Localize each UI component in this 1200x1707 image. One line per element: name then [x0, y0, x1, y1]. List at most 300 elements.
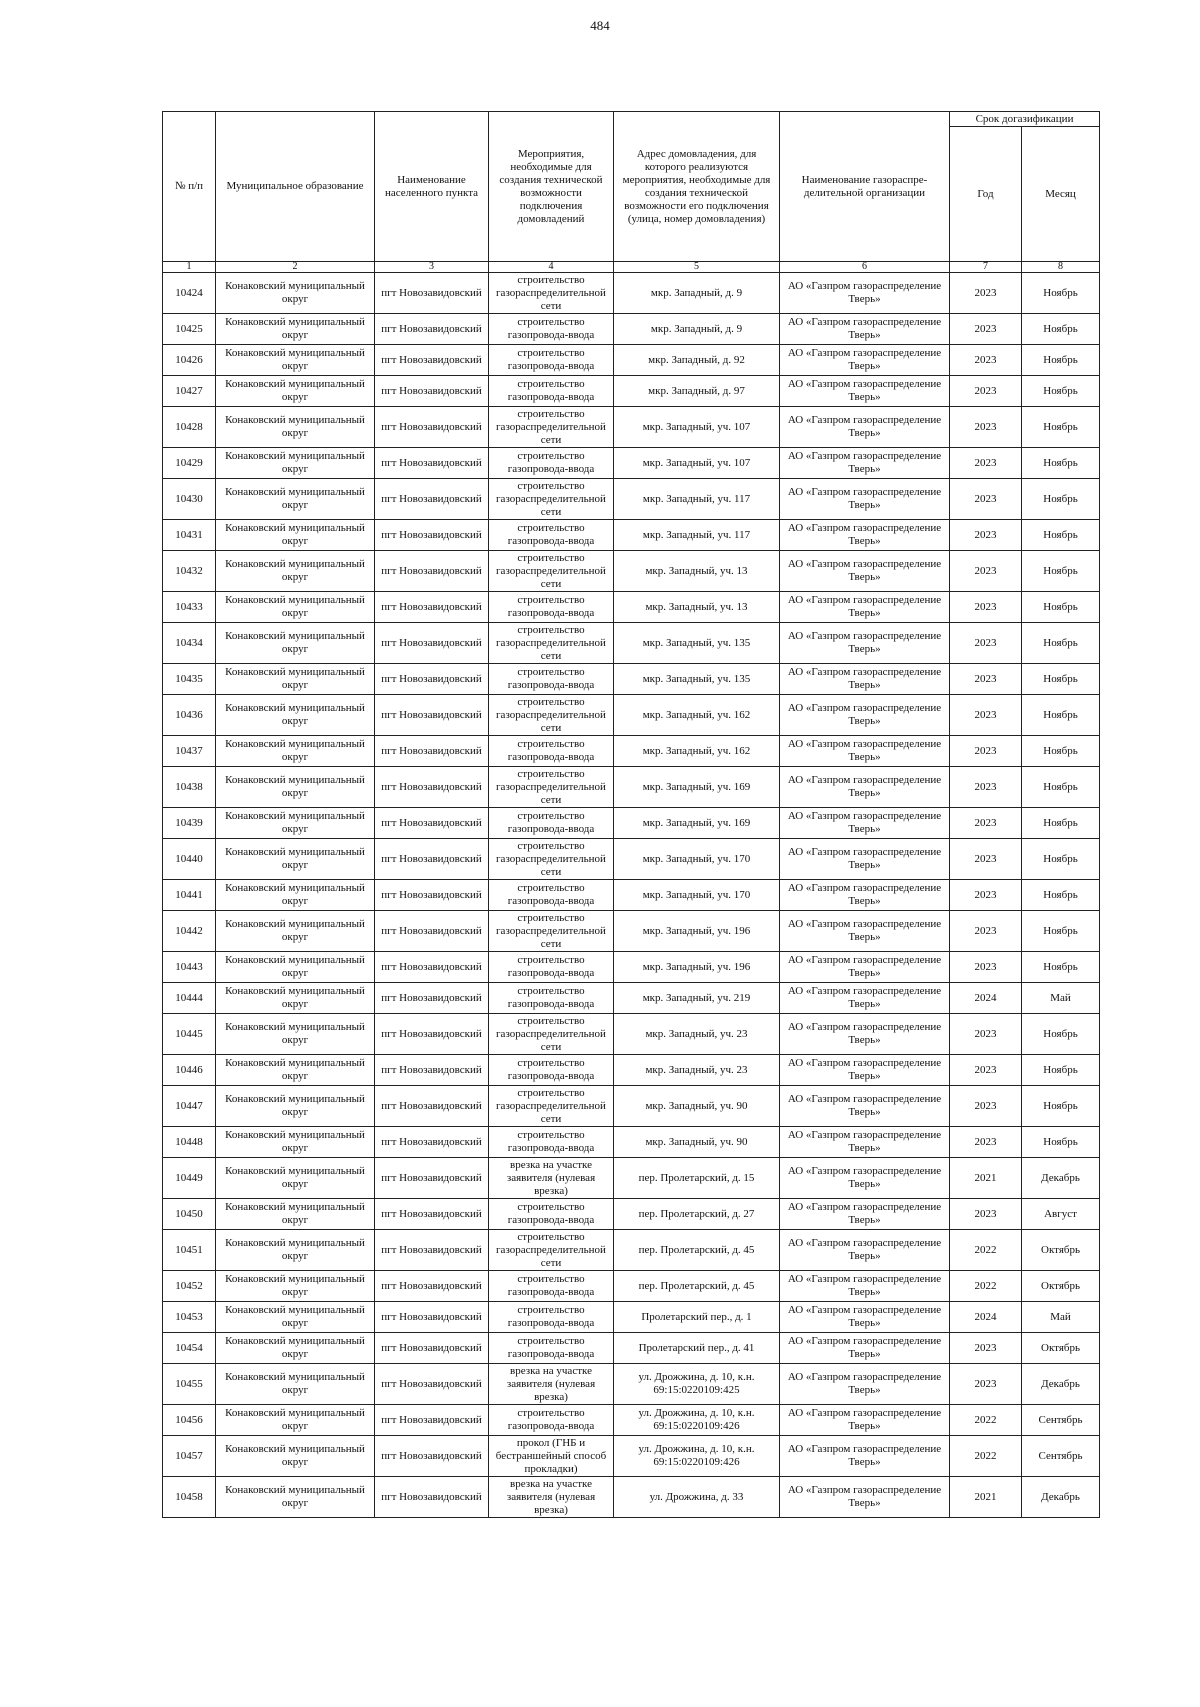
- column-number-row: [163, 262, 1100, 273]
- municipality-cell: Конаковский муниципальный округ: [216, 1436, 375, 1477]
- month-cell: Ноябрь: [1022, 592, 1100, 623]
- settlement-cell: пгт Новозавидовский: [375, 1158, 489, 1199]
- measures-cell: строительство газопровода-ввода: [489, 952, 614, 983]
- month-cell: Октябрь: [1022, 1333, 1100, 1364]
- settlement-cell: пгт Новозавидовский: [375, 767, 489, 808]
- table-row: [163, 1230, 1100, 1271]
- year-cell: 2023: [950, 1364, 1022, 1405]
- month-cell: Ноябрь: [1022, 767, 1100, 808]
- month-cell: Ноябрь: [1022, 273, 1100, 314]
- month-cell: Ноябрь: [1022, 952, 1100, 983]
- year-cell: 2021: [950, 1477, 1022, 1518]
- year-cell: 2023: [950, 1127, 1022, 1158]
- municipality-cell: Конаковский муниципальный округ: [216, 551, 375, 592]
- measures-cell: строительство газопровода-ввода: [489, 1055, 614, 1086]
- municipality-cell: Конаковский муниципальный округ: [216, 1477, 375, 1518]
- month-cell: Ноябрь: [1022, 808, 1100, 839]
- month-cell: Октябрь: [1022, 1230, 1100, 1271]
- month-cell: Ноябрь: [1022, 314, 1100, 345]
- header-term-group: Срок догазификации: [950, 112, 1100, 127]
- address-cell: пер. Пролетарский, д. 15: [614, 1158, 780, 1199]
- address-cell: мкр. Западный, уч. 117: [614, 479, 780, 520]
- address-cell: мкр. Западный, д. 9: [614, 273, 780, 314]
- month-cell: Ноябрь: [1022, 736, 1100, 767]
- row-number: 10455: [163, 1364, 216, 1405]
- address-cell: мкр. Западный, уч. 23: [614, 1014, 780, 1055]
- table-row: [163, 952, 1100, 983]
- settlement-cell: пгт Новозавидовский: [375, 273, 489, 314]
- month-cell: Август: [1022, 1199, 1100, 1230]
- address-cell: Пролетарский пер., д. 41: [614, 1333, 780, 1364]
- settlement-cell: пгт Новозавидовский: [375, 1405, 489, 1436]
- municipality-cell: Конаковский муниципальный округ: [216, 314, 375, 345]
- row-number: 10424: [163, 273, 216, 314]
- municipality-cell: Конаковский муниципальный округ: [216, 911, 375, 952]
- measures-cell: прокол (ГНБ и бестраншейный способ прокладки): [489, 1436, 614, 1477]
- gdo-cell: АО «Газпром газораспределение Тверь»: [780, 592, 950, 623]
- table-row: [163, 314, 1100, 345]
- measures-cell: строительство газопровода-ввода: [489, 1199, 614, 1230]
- month-cell: Октябрь: [1022, 1271, 1100, 1302]
- table-row: [163, 767, 1100, 808]
- row-number: 10439: [163, 808, 216, 839]
- settlement-cell: пгт Новозавидовский: [375, 1271, 489, 1302]
- table-row: [163, 520, 1100, 551]
- address-cell: мкр. Западный, уч. 170: [614, 839, 780, 880]
- municipality-cell: Конаковский муниципальный округ: [216, 1127, 375, 1158]
- month-cell: Ноябрь: [1022, 911, 1100, 952]
- municipality-cell: Конаковский муниципальный округ: [216, 1302, 375, 1333]
- gdo-cell: АО «Газпром газораспределение Тверь»: [780, 1199, 950, 1230]
- gdo-cell: АО «Газпром газораспределение Тверь»: [780, 623, 950, 664]
- gdo-cell: АО «Газпром газораспределение Тверь»: [780, 520, 950, 551]
- row-number: 10436: [163, 695, 216, 736]
- municipality-cell: Конаковский муниципальный округ: [216, 695, 375, 736]
- settlement-cell: пгт Новозавидовский: [375, 314, 489, 345]
- settlement-cell: пгт Новозавидовский: [375, 376, 489, 407]
- gdo-cell: АО «Газпром газораспределение Тверь»: [780, 952, 950, 983]
- address-cell: мкр. Западный, уч. 23: [614, 1055, 780, 1086]
- municipality-cell: Конаковский муниципальный округ: [216, 983, 375, 1014]
- year-cell: 2023: [950, 808, 1022, 839]
- row-number: 10442: [163, 911, 216, 952]
- municipality-cell: Конаковский муниципальный округ: [216, 407, 375, 448]
- gdo-cell: АО «Газпром газораспределение Тверь»: [780, 273, 950, 314]
- municipality-cell: Конаковский муниципальный округ: [216, 1055, 375, 1086]
- settlement-cell: пгт Новозавидовский: [375, 448, 489, 479]
- municipality-cell: Конаковский муниципальный округ: [216, 767, 375, 808]
- gdo-cell: АО «Газпром газораспределение Тверь»: [780, 1364, 950, 1405]
- address-cell: мкр. Западный, уч. 107: [614, 407, 780, 448]
- month-cell: Ноябрь: [1022, 479, 1100, 520]
- row-number: 10444: [163, 983, 216, 1014]
- table-row: [163, 839, 1100, 880]
- year-cell: 2021: [950, 1158, 1022, 1199]
- month-cell: Май: [1022, 983, 1100, 1014]
- year-cell: 2024: [950, 983, 1022, 1014]
- settlement-cell: пгт Новозавидовский: [375, 551, 489, 592]
- year-cell: 2023: [950, 1014, 1022, 1055]
- year-cell: 2023: [950, 911, 1022, 952]
- year-cell: 2023: [950, 952, 1022, 983]
- settlement-cell: пгт Новозавидовский: [375, 808, 489, 839]
- table-row: [163, 1055, 1100, 1086]
- settlement-cell: пгт Новозавидовский: [375, 1199, 489, 1230]
- gdo-cell: АО «Газпром газораспределение Тверь»: [780, 839, 950, 880]
- table-row: [163, 1477, 1100, 1518]
- month-cell: Ноябрь: [1022, 1086, 1100, 1127]
- row-number: 10438: [163, 767, 216, 808]
- measures-cell: строительство газопровода-ввода: [489, 345, 614, 376]
- row-number: 10426: [163, 345, 216, 376]
- month-cell: Ноябрь: [1022, 1014, 1100, 1055]
- address-cell: мкр. Западный, уч. 90: [614, 1086, 780, 1127]
- settlement-cell: пгт Новозавидовский: [375, 1302, 489, 1333]
- row-number: 10433: [163, 592, 216, 623]
- settlement-cell: пгт Новозавидовский: [375, 983, 489, 1014]
- row-number: 10451: [163, 1230, 216, 1271]
- gdo-cell: АО «Газпром газораспределение Тверь»: [780, 1405, 950, 1436]
- row-number: 10457: [163, 1436, 216, 1477]
- settlement-cell: пгт Новозавидовский: [375, 736, 489, 767]
- header-month: Месяц: [1022, 127, 1100, 262]
- row-number: 10448: [163, 1127, 216, 1158]
- month-cell: Ноябрь: [1022, 623, 1100, 664]
- measures-cell: строительство газопровода-ввода: [489, 1127, 614, 1158]
- address-cell: мкр. Западный, д. 97: [614, 376, 780, 407]
- table-row: [163, 1199, 1100, 1230]
- measures-cell: строительство газопровода-ввода: [489, 983, 614, 1014]
- gdo-cell: АО «Газпром газораспределение Тверь»: [780, 1477, 950, 1518]
- month-cell: Сентябрь: [1022, 1436, 1100, 1477]
- municipality-cell: Конаковский муниципальный округ: [216, 664, 375, 695]
- header-gdo: Наименование газораспре-делительной организации: [780, 112, 950, 262]
- month-cell: Ноябрь: [1022, 880, 1100, 911]
- month-cell: Декабрь: [1022, 1158, 1100, 1199]
- settlement-cell: пгт Новозавидовский: [375, 592, 489, 623]
- address-cell: мкр. Западный, уч. 162: [614, 736, 780, 767]
- gdo-cell: АО «Газпром газораспределение Тверь»: [780, 911, 950, 952]
- month-cell: Ноябрь: [1022, 1127, 1100, 1158]
- municipality-cell: Конаковский муниципальный округ: [216, 1199, 375, 1230]
- gdo-cell: АО «Газпром газораспределение Тверь»: [780, 808, 950, 839]
- municipality-cell: Конаковский муниципальный округ: [216, 1271, 375, 1302]
- header-measures: Мероприятия, необходимые для создания технической возможности подключения домовладений: [489, 112, 614, 262]
- settlement-cell: пгт Новозавидовский: [375, 1333, 489, 1364]
- measures-cell: врезка на участке заявителя (нулевая врезка): [489, 1158, 614, 1199]
- gdo-cell: АО «Газпром газораспределение Тверь»: [780, 1055, 950, 1086]
- gdo-cell: АО «Газпром газораспределение Тверь»: [780, 767, 950, 808]
- address-cell: мкр. Западный, уч. 13: [614, 592, 780, 623]
- gdo-cell: АО «Газпром газораспределение Тверь»: [780, 1271, 950, 1302]
- gdo-cell: АО «Газпром газораспределение Тверь»: [780, 1014, 950, 1055]
- gdo-cell: АО «Газпром газораспределение Тверь»: [780, 448, 950, 479]
- row-number: 10446: [163, 1055, 216, 1086]
- measures-cell: строительство газораспределительной сети: [489, 839, 614, 880]
- measures-cell: врезка на участке заявителя (нулевая врезка): [489, 1477, 614, 1518]
- column-number: 4: [489, 262, 614, 273]
- year-cell: 2023: [950, 314, 1022, 345]
- address-cell: ул. Дрожжина, д. 33: [614, 1477, 780, 1518]
- year-cell: 2022: [950, 1436, 1022, 1477]
- settlement-cell: пгт Новозавидовский: [375, 1014, 489, 1055]
- measures-cell: строительство газопровода-ввода: [489, 664, 614, 695]
- month-cell: Сентябрь: [1022, 1405, 1100, 1436]
- table-row: [163, 664, 1100, 695]
- year-cell: 2023: [950, 1199, 1022, 1230]
- measures-cell: строительство газораспределительной сети: [489, 479, 614, 520]
- address-cell: мкр. Западный, уч. 169: [614, 808, 780, 839]
- year-cell: 2023: [950, 448, 1022, 479]
- header-row-top: [163, 112, 1100, 127]
- measures-cell: строительство газораспределительной сети: [489, 1230, 614, 1271]
- month-cell: Ноябрь: [1022, 551, 1100, 592]
- year-cell: 2023: [950, 664, 1022, 695]
- table-row: [163, 592, 1100, 623]
- table-row: [163, 448, 1100, 479]
- gdo-cell: АО «Газпром газораспределение Тверь»: [780, 479, 950, 520]
- address-cell: ул. Дрожжина, д. 10, к.н. 69:15:0220109:426: [614, 1436, 780, 1477]
- table-row: [163, 1364, 1100, 1405]
- address-cell: мкр. Западный, уч. 196: [614, 952, 780, 983]
- municipality-cell: Конаковский муниципальный округ: [216, 1333, 375, 1364]
- year-cell: 2023: [950, 1086, 1022, 1127]
- measures-cell: строительство газораспределительной сети: [489, 273, 614, 314]
- year-cell: 2023: [950, 592, 1022, 623]
- row-number: 10431: [163, 520, 216, 551]
- gdo-cell: АО «Газпром газораспределение Тверь»: [780, 695, 950, 736]
- gdo-cell: АО «Газпром газораспределение Тверь»: [780, 376, 950, 407]
- settlement-cell: пгт Новозавидовский: [375, 952, 489, 983]
- table-row: [163, 911, 1100, 952]
- year-cell: 2023: [950, 880, 1022, 911]
- year-cell: 2023: [950, 273, 1022, 314]
- measures-cell: строительство газораспределительной сети: [489, 623, 614, 664]
- column-number: 5: [614, 262, 780, 273]
- column-number: 3: [375, 262, 489, 273]
- measures-cell: строительство газораспределительной сети: [489, 911, 614, 952]
- address-cell: ул. Дрожжина, д. 10, к.н. 69:15:0220109:426: [614, 1405, 780, 1436]
- table-row: [163, 1302, 1100, 1333]
- page-number: 484: [590, 18, 610, 33]
- address-cell: мкр. Западный, уч. 90: [614, 1127, 780, 1158]
- row-number: 10456: [163, 1405, 216, 1436]
- table-row: [163, 1127, 1100, 1158]
- row-number: 10429: [163, 448, 216, 479]
- row-number: 10445: [163, 1014, 216, 1055]
- month-cell: Ноябрь: [1022, 376, 1100, 407]
- gdo-cell: АО «Газпром газораспределение Тверь»: [780, 880, 950, 911]
- measures-cell: строительство газораспределительной сети: [489, 551, 614, 592]
- gdo-cell: АО «Газпром газораспределение Тверь»: [780, 1230, 950, 1271]
- municipality-cell: Конаковский муниципальный округ: [216, 520, 375, 551]
- measures-cell: строительство газопровода-ввода: [489, 314, 614, 345]
- column-number: 6: [780, 262, 950, 273]
- measures-cell: строительство газораспределительной сети: [489, 695, 614, 736]
- table-row: [163, 1405, 1100, 1436]
- year-cell: 2023: [950, 520, 1022, 551]
- settlement-cell: пгт Новозавидовский: [375, 1127, 489, 1158]
- municipality-cell: Конаковский муниципальный округ: [216, 273, 375, 314]
- municipality-cell: Конаковский муниципальный округ: [216, 376, 375, 407]
- address-cell: мкр. Западный, уч. 219: [614, 983, 780, 1014]
- municipality-cell: Конаковский муниципальный округ: [216, 623, 375, 664]
- settlement-cell: пгт Новозавидовский: [375, 1230, 489, 1271]
- month-cell: Ноябрь: [1022, 407, 1100, 448]
- row-number: 10440: [163, 839, 216, 880]
- address-cell: мкр. Западный, уч. 13: [614, 551, 780, 592]
- settlement-cell: пгт Новозавидовский: [375, 880, 489, 911]
- gdo-cell: АО «Газпром газораспределение Тверь»: [780, 664, 950, 695]
- municipality-cell: Конаковский муниципальный округ: [216, 839, 375, 880]
- year-cell: 2023: [950, 1333, 1022, 1364]
- settlement-cell: пгт Новозавидовский: [375, 1364, 489, 1405]
- month-cell: Ноябрь: [1022, 839, 1100, 880]
- row-number: 10434: [163, 623, 216, 664]
- gasification-table: [162, 111, 1100, 1518]
- settlement-cell: пгт Новозавидовский: [375, 623, 489, 664]
- table-row: [163, 880, 1100, 911]
- gdo-cell: АО «Газпром газораспределение Тверь»: [780, 1086, 950, 1127]
- table-row: [163, 808, 1100, 839]
- table-row: [163, 479, 1100, 520]
- column-number: 1: [163, 262, 216, 273]
- month-cell: Декабрь: [1022, 1364, 1100, 1405]
- municipality-cell: Конаковский муниципальный округ: [216, 1086, 375, 1127]
- municipality-cell: Конаковский муниципальный округ: [216, 880, 375, 911]
- table-row: [163, 1333, 1100, 1364]
- table-row: [163, 1436, 1100, 1477]
- address-cell: ул. Дрожжина, д. 10, к.н. 69:15:0220109:425: [614, 1364, 780, 1405]
- table-row: [163, 551, 1100, 592]
- settlement-cell: пгт Новозавидовский: [375, 1477, 489, 1518]
- address-cell: мкр. Западный, уч. 107: [614, 448, 780, 479]
- year-cell: 2023: [950, 551, 1022, 592]
- year-cell: 2023: [950, 767, 1022, 808]
- year-cell: 2023: [950, 1055, 1022, 1086]
- year-cell: 2023: [950, 736, 1022, 767]
- municipality-cell: Конаковский муниципальный округ: [216, 592, 375, 623]
- table-row: [163, 345, 1100, 376]
- table-row: [163, 1014, 1100, 1055]
- row-number: 10453: [163, 1302, 216, 1333]
- address-cell: мкр. Западный, уч. 135: [614, 623, 780, 664]
- measures-cell: строительство газопровода-ввода: [489, 880, 614, 911]
- settlement-cell: пгт Новозавидовский: [375, 345, 489, 376]
- municipality-cell: Конаковский муниципальный округ: [216, 736, 375, 767]
- measures-cell: строительство газораспределительной сети: [489, 1014, 614, 1055]
- row-number: 10430: [163, 479, 216, 520]
- header-year: Год: [950, 127, 1022, 262]
- gdo-cell: АО «Газпром газораспределение Тверь»: [780, 1436, 950, 1477]
- measures-cell: строительство газопровода-ввода: [489, 592, 614, 623]
- municipality-cell: Конаковский муниципальный округ: [216, 448, 375, 479]
- header-no: № п/п: [163, 112, 216, 262]
- table-row: [163, 695, 1100, 736]
- settlement-cell: пгт Новозавидовский: [375, 1055, 489, 1086]
- gdo-cell: АО «Газпром газораспределение Тверь»: [780, 551, 950, 592]
- address-cell: пер. Пролетарский, д. 45: [614, 1271, 780, 1302]
- measures-cell: строительство газопровода-ввода: [489, 376, 614, 407]
- year-cell: 2023: [950, 479, 1022, 520]
- column-number: 7: [950, 262, 1022, 273]
- year-cell: 2023: [950, 345, 1022, 376]
- address-cell: мкр. Западный, уч. 162: [614, 695, 780, 736]
- year-cell: 2023: [950, 695, 1022, 736]
- month-cell: Ноябрь: [1022, 345, 1100, 376]
- municipality-cell: Конаковский муниципальный округ: [216, 952, 375, 983]
- measures-cell: строительство газопровода-ввода: [489, 1405, 614, 1436]
- header-address: Адрес домовладения, для которого реализуются мероприятия, необходимые для создания технической возможности его подключения (улица, номер домовладения): [614, 112, 780, 262]
- municipality-cell: Конаковский муниципальный округ: [216, 1158, 375, 1199]
- measures-cell: строительство газопровода-ввода: [489, 1333, 614, 1364]
- settlement-cell: пгт Новозавидовский: [375, 664, 489, 695]
- settlement-cell: пгт Новозавидовский: [375, 1086, 489, 1127]
- address-cell: Пролетарский пер., д. 1: [614, 1302, 780, 1333]
- row-number: 10427: [163, 376, 216, 407]
- gdo-cell: АО «Газпром газораспределение Тверь»: [780, 736, 950, 767]
- table-row: [163, 623, 1100, 664]
- gdo-cell: АО «Газпром газораспределение Тверь»: [780, 983, 950, 1014]
- measures-cell: строительство газораспределительной сети: [489, 767, 614, 808]
- row-number: 10435: [163, 664, 216, 695]
- row-number: 10443: [163, 952, 216, 983]
- row-number: 10452: [163, 1271, 216, 1302]
- row-number: 10447: [163, 1086, 216, 1127]
- month-cell: Ноябрь: [1022, 520, 1100, 551]
- settlement-cell: пгт Новозавидовский: [375, 695, 489, 736]
- gdo-cell: АО «Газпром газораспределение Тверь»: [780, 1127, 950, 1158]
- column-number: 8: [1022, 262, 1100, 273]
- gdo-cell: АО «Газпром газораспределение Тверь»: [780, 1302, 950, 1333]
- measures-cell: строительство газораспределительной сети: [489, 1086, 614, 1127]
- table-row: [163, 376, 1100, 407]
- month-cell: Ноябрь: [1022, 448, 1100, 479]
- municipality-cell: Конаковский муниципальный округ: [216, 345, 375, 376]
- address-cell: мкр. Западный, уч. 196: [614, 911, 780, 952]
- measures-cell: строительство газораспределительной сети: [489, 407, 614, 448]
- month-cell: Май: [1022, 1302, 1100, 1333]
- row-number: 10428: [163, 407, 216, 448]
- settlement-cell: пгт Новозавидовский: [375, 520, 489, 551]
- year-cell: 2023: [950, 623, 1022, 664]
- row-number: 10432: [163, 551, 216, 592]
- table-row: [163, 273, 1100, 314]
- row-number: 10458: [163, 1477, 216, 1518]
- measures-cell: строительство газопровода-ввода: [489, 1271, 614, 1302]
- settlement-cell: пгт Новозавидовский: [375, 839, 489, 880]
- gdo-cell: АО «Газпром газораспределение Тверь»: [780, 1333, 950, 1364]
- row-number: 10450: [163, 1199, 216, 1230]
- gdo-cell: АО «Газпром газораспределение Тверь»: [780, 345, 950, 376]
- year-cell: 2023: [950, 407, 1022, 448]
- settlement-cell: пгт Новозавидовский: [375, 911, 489, 952]
- row-number: 10454: [163, 1333, 216, 1364]
- column-number: 2: [216, 262, 375, 273]
- municipality-cell: Конаковский муниципальный округ: [216, 1364, 375, 1405]
- table-row: [163, 983, 1100, 1014]
- gdo-cell: АО «Газпром газораспределение Тверь»: [780, 407, 950, 448]
- row-number: 10425: [163, 314, 216, 345]
- month-cell: Ноябрь: [1022, 1055, 1100, 1086]
- measures-cell: строительство газопровода-ввода: [489, 448, 614, 479]
- measures-cell: строительство газопровода-ввода: [489, 736, 614, 767]
- table-row: [163, 736, 1100, 767]
- year-cell: 2023: [950, 839, 1022, 880]
- address-cell: мкр. Западный, уч. 135: [614, 664, 780, 695]
- address-cell: мкр. Западный, д. 92: [614, 345, 780, 376]
- settlement-cell: пгт Новозавидовский: [375, 407, 489, 448]
